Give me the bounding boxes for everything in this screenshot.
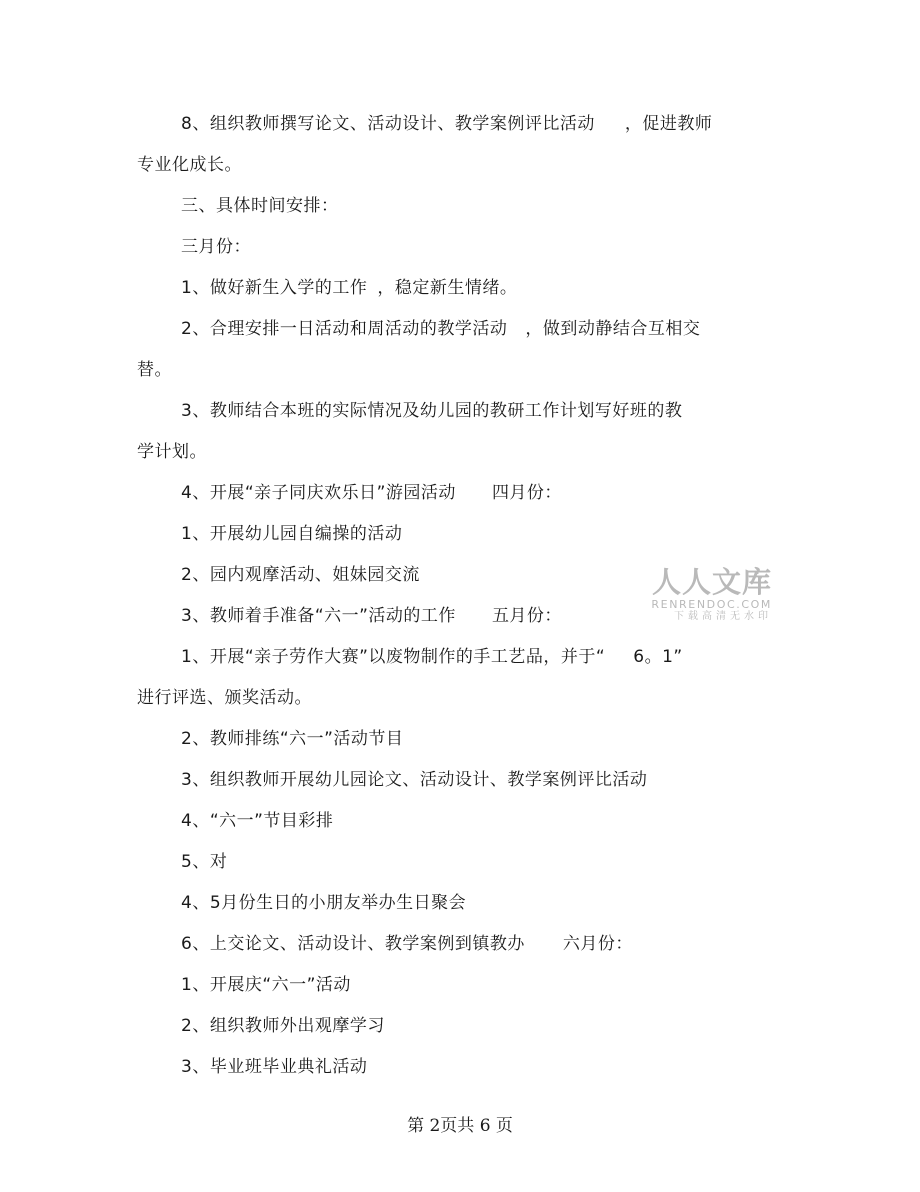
body-line-21-text: 6、上交论文、活动设计、教学案例到镇教办 xyxy=(181,934,525,954)
watermark-domain: RENRENDOC.COM xyxy=(651,598,772,611)
body-line-8 xyxy=(181,399,682,423)
body-line-6-continuation: ，做到动静结合互相交 xyxy=(525,319,701,339)
body-line-7 xyxy=(137,358,172,382)
body-line-13 xyxy=(181,604,562,628)
body-line-19-text: 5、对 xyxy=(181,852,228,872)
body-line-14 xyxy=(181,645,683,669)
body-line-17 xyxy=(181,768,647,792)
body-line-16 xyxy=(181,727,403,751)
body-line-18-text: 4、“六一”节目彩排 xyxy=(181,811,334,831)
month-heading-june: 六月份： xyxy=(562,934,633,954)
month-heading-march xyxy=(181,235,251,259)
body-line-23-text: 2、组织教师外出观摩学习 xyxy=(181,1016,385,1036)
section-heading xyxy=(181,194,339,218)
body-line-14-continuation: 6。1” xyxy=(633,647,683,667)
body-line-7-text: 替。 xyxy=(137,360,172,380)
body-line-11-text: 1、开展幼儿园自编操的活动 xyxy=(181,524,403,544)
watermark-logo xyxy=(640,566,772,623)
body-line-24 xyxy=(181,1055,367,1079)
body-line-5-text: 1、做好新生入学的工作 xyxy=(181,278,368,298)
body-line-12-text: 2、园内观摩活动、姐妹园交流 xyxy=(181,565,420,585)
body-line-9-text: 学计划。 xyxy=(137,442,207,462)
body-line-5 xyxy=(181,276,517,300)
watermark-tagline: 下载高清无水印 xyxy=(674,611,772,622)
body-line-11 xyxy=(181,522,402,546)
body-line-6 xyxy=(181,317,700,341)
body-line-9 xyxy=(137,440,207,464)
body-line-14-text: 1、开展“亲子劳作大赛”以废物制作的手工艺品，并于“ xyxy=(181,647,606,667)
body-line-8-text: 3、教师结合本班的实际情况及幼儿园的教研工作计划写好班的教 xyxy=(181,401,683,421)
body-line-24-text: 3、毕业班毕业典礼活动 xyxy=(181,1057,368,1077)
body-line-21 xyxy=(181,932,633,956)
watermark-title: 人人文库 xyxy=(651,565,772,599)
body-line-13-text: 3、教师着手准备“六一”活动的工作 xyxy=(181,606,456,626)
body-line-2-text: 专业化成长。 xyxy=(137,155,242,175)
body-line-19 xyxy=(181,850,227,874)
body-line-6-text: 2、合理安排一日活动和周活动的教学活动 xyxy=(181,319,508,339)
body-line-22 xyxy=(181,973,351,997)
body-line-17-text: 3、组织教师开展幼儿园论文、活动设计、教学案例评比活动 xyxy=(181,770,648,790)
body-line-10 xyxy=(181,481,562,505)
body-line-20-text: 4、5月份生日的小朋友举办生日聚会 xyxy=(181,893,467,913)
month-heading-april: 四月份： xyxy=(491,483,562,503)
body-line-23 xyxy=(181,1014,385,1038)
body-line-16-text: 2、教师排练“六一”活动节目 xyxy=(181,729,404,749)
body-line-1-text: 8、组织教师撰写论文、活动设计、教学案例评比活动 xyxy=(181,114,595,134)
body-line-10-text: 4、开展“亲子同庆欢乐日”游园活动 xyxy=(181,483,456,503)
body-line-1 xyxy=(181,112,712,136)
body-line-20 xyxy=(181,891,466,915)
body-line-18 xyxy=(181,809,333,833)
body-line-15-text: 进行评选、颁奖活动。 xyxy=(137,688,312,708)
month-heading-may: 五月份： xyxy=(491,606,562,626)
body-line-1-continuation: ，促进教师 xyxy=(624,114,713,134)
body-line-12 xyxy=(181,563,420,587)
body-line-22-text: 1、开展庆“六一”活动 xyxy=(181,975,351,995)
section-heading-text: 三、具体时间安排： xyxy=(181,196,339,216)
month-heading-march-text: 三月份： xyxy=(181,237,251,257)
body-line-15 xyxy=(137,686,312,710)
page-number-footer: 第 2页共 6 页 xyxy=(407,1116,513,1136)
body-line-5-continuation: ，稳定新生情绪。 xyxy=(377,278,518,298)
body-line-2 xyxy=(137,153,242,177)
